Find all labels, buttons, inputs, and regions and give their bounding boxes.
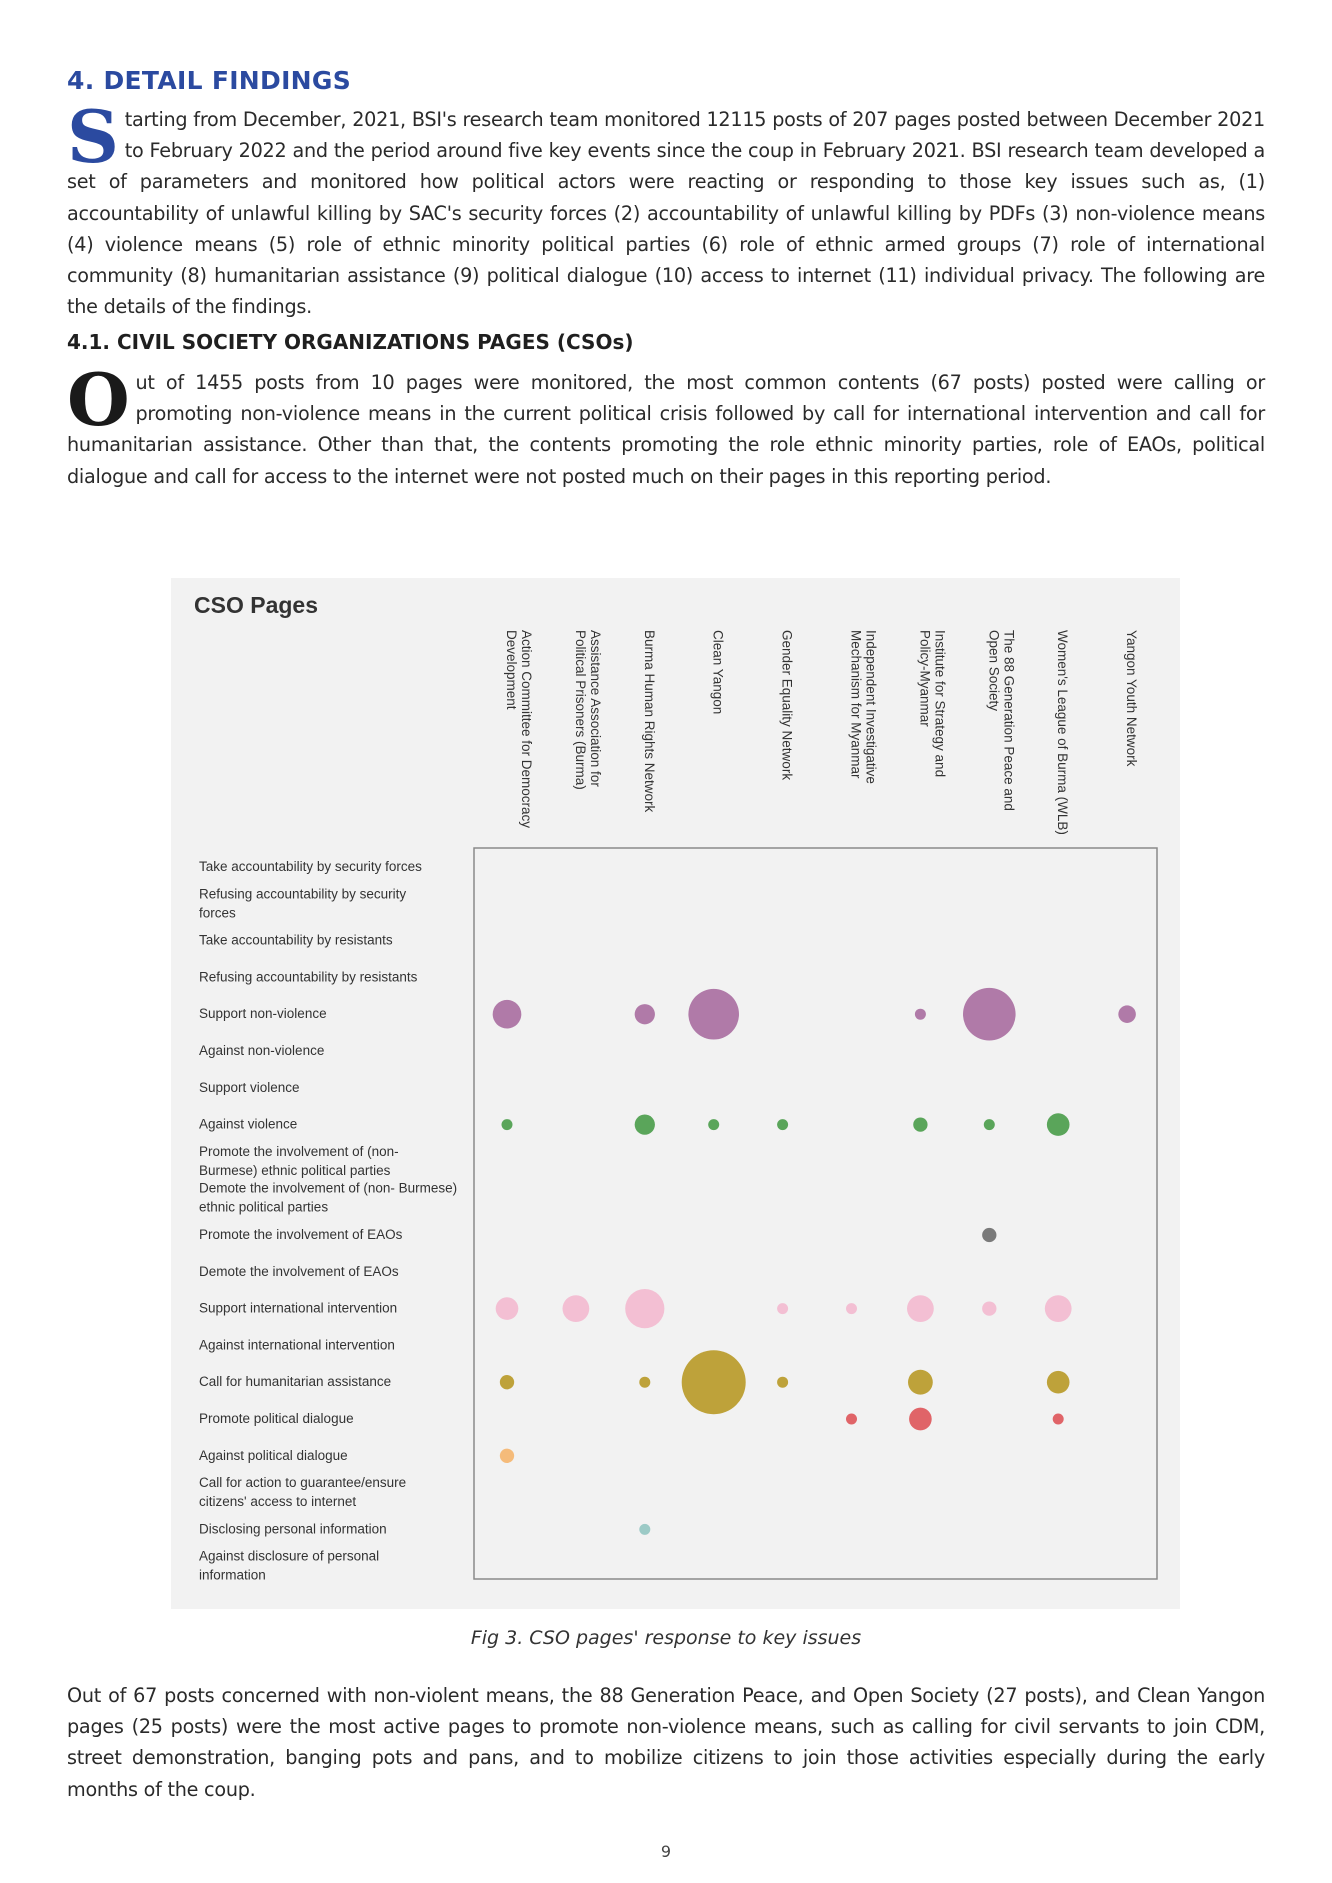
bubble [1047, 1371, 1070, 1394]
row-label: Take accountability by resistants [199, 932, 393, 948]
section-heading-detail-findings: 4. DETAIL FINDINGS [67, 66, 352, 95]
bubble [846, 1303, 857, 1314]
bubble [682, 1350, 746, 1414]
bubble [846, 1414, 857, 1425]
bubble [688, 989, 739, 1040]
row-label: Against non-violence [199, 1043, 325, 1058]
bubble [777, 1119, 788, 1130]
column-label: Action Committee for DemocracyDevelopment [504, 630, 534, 829]
bubble [913, 1117, 927, 1131]
bubble [915, 1009, 926, 1020]
row-label: Against violence [199, 1116, 298, 1132]
bubble [639, 1524, 650, 1535]
bubble [909, 1408, 932, 1431]
cso-paragraph-text: ut of 1455 posts from 10 pages were monitored, the most common contents (67 posts) posted were calling or promoting non-violence means in the current political crisis followed by call for international intervention and call for humanitarian assistance. Other than that, the contents promoting the role ethnic minority parties, role of EAOs, political dialogue and call for access to the internet were not posted much on their pages in this reporting period. [67, 371, 1265, 488]
row-label: Against international intervention [199, 1337, 395, 1353]
column-label: The 88 Generation Peace andOpen Society [986, 630, 1017, 811]
page-number: 9 [660, 1842, 672, 1861]
bubble [907, 1295, 934, 1322]
row-label: Refusing accountability by resistants [199, 969, 418, 985]
row-label: Disclosing personal information [199, 1521, 387, 1537]
row-label: Support international intervention [199, 1300, 398, 1316]
bubble [625, 1289, 664, 1328]
bubble [502, 1119, 513, 1130]
row-label: Call for action to guarantee/ensure citizens' access to internet [199, 1475, 407, 1510]
row-label: Refusing accountability by security forces [199, 886, 407, 921]
column-label: Independent InvestigativeMechanism for Myanmar [848, 630, 879, 784]
bubble [500, 1449, 514, 1463]
row-label: Promote political dialogue [199, 1411, 354, 1426]
bubble [500, 1375, 514, 1389]
column-label: Clean Yangon [710, 630, 726, 715]
column-label: Institute for Strategy andPolicy-Myanmar [917, 630, 948, 778]
column-label: Burma Human Rights Network [641, 630, 657, 813]
bubble [982, 1301, 996, 1315]
row-label: Against disclosure of personal information [199, 1548, 380, 1583]
row-label: Demote the involvement of EAOs [199, 1263, 399, 1279]
bubble [708, 1119, 719, 1130]
plot-frame [474, 848, 1157, 1579]
drop-cap: S [67, 94, 119, 179]
bubble [777, 1377, 788, 1388]
figure-caption: Fig 3. CSO pages' response to key issues [470, 1627, 862, 1649]
column-label: Gender Equality Network [779, 630, 795, 781]
bubble [1118, 1005, 1136, 1023]
bubble [1047, 1113, 1070, 1136]
bubble [1045, 1295, 1072, 1322]
bubble [563, 1295, 590, 1322]
bubble [493, 1000, 522, 1029]
closing-paragraph: Out of 67 posts concerned with non-violent means, the 88 Generation Peace, and Open Society (27 posts), and Clean Yangon pages (25 posts) were the most active pages to promote non-violence means, such as calling for civil servants to join CDM, street demonstration, banging pots and pans, and to mobilize citizens to join those activities especially during the early months of the coup. [67, 1684, 1265, 1801]
row-label: Promote the involvement of (non-Burmese) ethnic political parties [199, 1143, 399, 1178]
row-label: Against political dialogue [199, 1447, 348, 1463]
drop-cap: O [67, 357, 130, 442]
chart-title: CSO Pages [194, 592, 318, 618]
bubble [496, 1297, 519, 1320]
row-label: Take accountability by security forces [199, 859, 422, 874]
row-label: Support non-violence [199, 1006, 327, 1022]
bubble [982, 1228, 996, 1242]
section-heading-cso: 4.1. CIVIL SOCIETY ORGANIZATIONS PAGES (CSOs) [67, 330, 634, 354]
column-label: Women's League of Burma (WLB) [1055, 630, 1071, 835]
bubble [963, 988, 1016, 1041]
intro-paragraph-text: tarting from December, 2021, BSI's research team monitored 12115 posts of 207 pages posted between December 2021 to February 2022 and the period around five key events since the coup in February 2021. BSI research team developed a set of parameters and monitored how political actors were reacting or responding to those key issues such as, (1) accountability of unlawful killing by SAC's security forces (2) accountability of unlawful killing by PDFs (3) non-violence means (4) violence means (5) role of ethnic minority political parties (6) role of ethnic armed groups (7) role of international community (8) humanitarian assistance (9) political dialogue (10) access to internet (11) individual privacy. The following are the details of the findings. [67, 108, 1265, 319]
bubble [1053, 1414, 1064, 1425]
row-label: Call for humanitarian assistance [199, 1374, 392, 1390]
bubble [639, 1377, 650, 1388]
row-label: Support violence [199, 1079, 300, 1095]
row-label: Demote the involvement of (non- Burmese) ethnic political parties [199, 1180, 458, 1215]
column-label: Yangon Youth Network [1124, 630, 1140, 767]
bubble [635, 1114, 655, 1134]
bubble [908, 1370, 933, 1395]
bubble [984, 1119, 995, 1130]
row-label: Promote the involvement of EAOs [199, 1227, 403, 1242]
bubble [777, 1303, 788, 1314]
column-label: Assistance Association forPolitical Prisoners (Burma) [572, 630, 603, 790]
bubble [635, 1004, 655, 1024]
